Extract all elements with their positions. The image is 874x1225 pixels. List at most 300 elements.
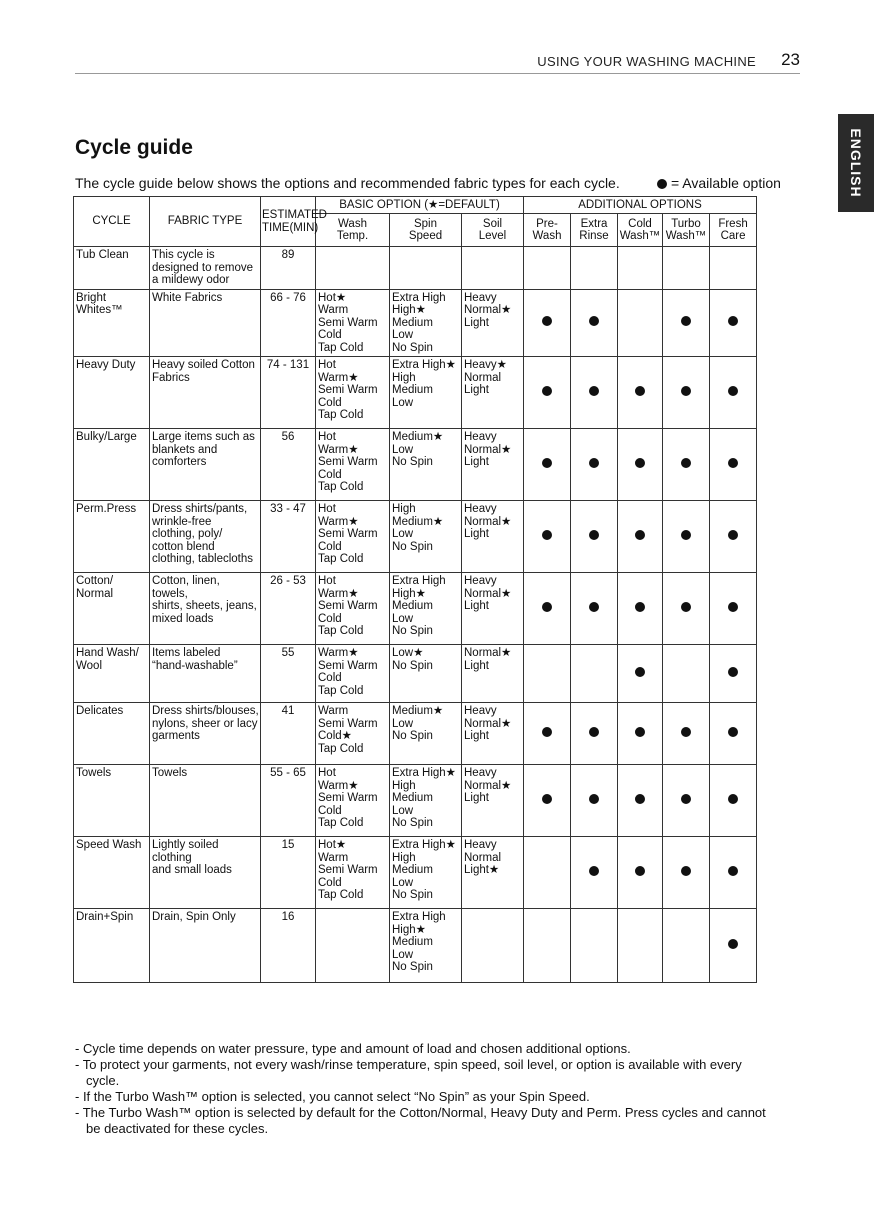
available-dot-icon	[728, 866, 738, 876]
cycle-cell	[74, 501, 150, 573]
available-dot-icon	[681, 866, 691, 876]
wash-temp-cell-line: Hot	[318, 575, 336, 587]
available-dot-icon	[589, 866, 599, 876]
fresh-care-cell	[710, 429, 757, 501]
soil-level-cell-line: Heavy★	[464, 359, 507, 371]
table-row	[74, 703, 757, 765]
wash-temp-cell	[316, 645, 390, 703]
turbo-wash-cell	[663, 289, 710, 357]
fabric-cell	[150, 289, 261, 357]
fabric-cell-line: Heavy soiled Cotton	[152, 359, 255, 371]
spin-speed-cell-line: High	[392, 503, 416, 515]
cold-wash-cell	[618, 501, 663, 573]
spin-speed-cell-line: High	[392, 779, 416, 792]
fabric-cell-line: White Fabrics	[152, 291, 223, 304]
time-cell: 55	[261, 645, 316, 703]
turbo-wash-cell	[663, 501, 710, 573]
wash-temp-cell	[316, 247, 390, 290]
spin-speed-cell	[390, 703, 462, 765]
spin-speed-cell-line: Medium	[392, 384, 433, 396]
cycle-cell-line: Hand Wash/	[76, 647, 139, 659]
extra-rinse-cell	[571, 909, 618, 983]
header-soil-level: Soil Level	[462, 214, 524, 247]
note: - If the Turbo Wash™ option is selected, you cannot select “No Spin” as your Spin Speed.	[75, 1089, 590, 1104]
available-dot-icon	[542, 386, 552, 396]
fabric-cell-line: clothing	[152, 851, 192, 864]
table-row	[74, 289, 757, 357]
extra-rinse-cell	[571, 429, 618, 501]
soil-level-cell	[462, 247, 524, 290]
language-tab	[838, 114, 874, 212]
wash-temp-cell-line: Warm★	[318, 647, 359, 659]
spin-speed-cell-line: Medium	[392, 600, 433, 612]
spin-speed-cell-line: Medium	[392, 936, 433, 948]
wash-temp-cell	[316, 429, 390, 501]
wash-temp-cell	[316, 909, 390, 983]
available-dot-icon	[589, 794, 599, 804]
fabric-cell	[150, 501, 261, 573]
cold-wash-cell	[618, 429, 663, 501]
soil-level-cell	[462, 501, 524, 573]
spin-speed-cell-line: Low	[392, 717, 414, 730]
extra-rinse-cell	[571, 837, 618, 909]
spin-speed-cell-line: Low	[392, 876, 414, 889]
spin-speed-cell	[390, 765, 462, 837]
wash-temp-cell-line: Tap Cold	[318, 742, 364, 755]
pre-wash-cell	[524, 837, 571, 909]
cycle-cell-line: Bulky/Large	[76, 431, 137, 443]
available-dot-icon	[589, 530, 599, 540]
wash-temp-cell-line: Warm★	[318, 515, 359, 528]
soil-level-cell	[462, 765, 524, 837]
fabric-cell-line: Dress shirts/blouses,	[152, 705, 259, 717]
header-pre-wash: Pre- Wash	[524, 214, 571, 247]
spin-speed-cell	[390, 645, 462, 703]
wash-temp-cell-line: Tap Cold	[318, 341, 364, 354]
wash-temp-cell	[316, 573, 390, 645]
wash-temp-cell-line: Semi Warm	[318, 717, 378, 730]
fabric-cell-line: Large items such as	[152, 431, 255, 443]
wash-temp-cell-line: Cold	[318, 329, 342, 341]
spin-speed-cell-line: Low	[392, 528, 414, 540]
spin-speed-cell-line: High★	[392, 923, 426, 936]
pre-wash-cell	[524, 645, 571, 703]
cycle-cell-line: Perm.Press	[76, 503, 137, 515]
wash-temp-cell	[316, 501, 390, 573]
wash-temp-cell	[316, 357, 390, 429]
wash-temp-cell-line: Tap Cold	[318, 817, 364, 829]
spin-speed-cell-line: No Spin	[392, 961, 433, 973]
spin-speed-cell-line: Medium	[392, 316, 433, 329]
wash-temp-cell-line: Cold	[318, 876, 342, 889]
notes	[75, 1041, 775, 1137]
available-dot-icon	[589, 602, 599, 612]
soil-level-cell-line: Normal★	[464, 587, 512, 600]
fabric-cell	[150, 247, 261, 290]
spin-speed-cell-line: No Spin	[392, 889, 433, 901]
wash-temp-cell-line: Hot★	[318, 291, 347, 304]
wash-temp-cell-line: Cold	[318, 468, 342, 481]
fabric-cell	[150, 645, 261, 703]
spin-speed-cell-line: Low	[392, 612, 414, 625]
fresh-care-cell	[710, 357, 757, 429]
available-dot-icon	[542, 316, 552, 326]
soil-level-cell-line: Light	[464, 528, 489, 540]
available-dot-icon	[728, 794, 738, 804]
spin-speed-cell	[390, 837, 462, 909]
fabric-cell-line: “hand-washable”	[152, 659, 238, 672]
pre-wash-cell	[524, 573, 571, 645]
time-cell: 89	[261, 247, 316, 290]
fabric-cell-line: comforters	[152, 456, 207, 468]
available-dot-icon	[728, 939, 738, 949]
spin-speed-cell-line: Low	[392, 804, 414, 817]
wash-temp-cell-line: Cold★	[318, 730, 352, 742]
extra-rinse-cell	[571, 573, 618, 645]
time-cell: 55 - 65	[261, 765, 316, 837]
fabric-cell-line: nylons, sheer or lacy	[152, 717, 258, 730]
turbo-wash-cell	[663, 909, 710, 983]
soil-level-cell-line: Normal	[464, 851, 502, 864]
extra-rinse-cell	[571, 247, 618, 290]
cycle-cell-line: Cotton/	[76, 575, 114, 587]
cycle-cell	[74, 837, 150, 909]
wash-temp-cell-line: Tap Cold	[318, 553, 364, 565]
fresh-care-cell	[710, 573, 757, 645]
fabric-cell-line: wrinkle-free	[152, 515, 212, 528]
extra-rinse-cell	[571, 765, 618, 837]
spin-speed-cell-line: High	[392, 851, 416, 864]
cycle-cell	[74, 645, 150, 703]
extra-rinse-cell	[571, 703, 618, 765]
pre-wash-cell	[524, 247, 571, 290]
wash-temp-cell-line: Hot	[318, 431, 336, 443]
spin-speed-cell-line: Low	[392, 329, 414, 341]
turbo-wash-cell	[663, 765, 710, 837]
soil-level-cell-line: Heavy	[464, 575, 497, 587]
soil-level-cell-line: Normal★	[464, 647, 512, 659]
turbo-wash-cell	[663, 573, 710, 645]
spin-speed-cell	[390, 501, 462, 573]
wash-temp-cell-line: Semi Warm	[318, 456, 378, 468]
table-row	[74, 501, 757, 573]
wash-temp-cell-line: Warm	[318, 705, 349, 717]
soil-level-cell-line: Normal★	[464, 779, 512, 792]
fabric-cell-line: Lightly soiled	[152, 839, 219, 851]
spin-speed-cell-line: Extra High	[392, 291, 446, 304]
fabric-cell-line: Dress shirts/pants,	[152, 503, 248, 515]
wash-temp-cell-line: Cold	[318, 612, 342, 625]
available-dot-icon	[635, 458, 645, 468]
wash-temp-cell	[316, 837, 390, 909]
language-tab-label: ENGLISH	[848, 128, 864, 198]
header-wash-temp: Wash Temp.	[316, 214, 390, 247]
soil-level-cell-line: Heavy	[464, 291, 497, 304]
available-dot-icon	[728, 386, 738, 396]
spin-speed-cell-line: No Spin	[392, 730, 433, 742]
available-dot-icon	[589, 458, 599, 468]
soil-level-cell	[462, 357, 524, 429]
spin-speed-cell-line: High	[392, 371, 416, 384]
soil-level-cell-line: Normal★	[464, 515, 512, 528]
cycle-cell-line: Delicates	[76, 705, 124, 717]
spin-speed-cell-line: Medium★	[392, 705, 444, 717]
soil-level-cell-line: Light	[464, 792, 489, 804]
wash-temp-cell	[316, 765, 390, 837]
header-additional-options: ADDITIONAL OPTIONS	[524, 197, 757, 214]
available-dot-icon	[728, 530, 738, 540]
soil-level-cell-line: Normal★	[464, 304, 512, 316]
available-dot-icon	[542, 530, 552, 540]
wash-temp-cell-line: Tap Cold	[318, 889, 364, 901]
wash-temp-cell-line: Hot	[318, 503, 336, 515]
cycle-rows	[74, 247, 757, 983]
available-dot-icon	[542, 602, 552, 612]
header-fresh-care: Fresh Care	[710, 214, 757, 247]
cold-wash-cell	[618, 765, 663, 837]
soil-level-cell	[462, 429, 524, 501]
fabric-cell-line: mixed loads	[152, 612, 214, 625]
fresh-care-cell	[710, 837, 757, 909]
available-dot-icon	[542, 458, 552, 468]
soil-level-cell-line: Light	[464, 456, 489, 468]
spin-speed-cell-line: Extra High	[392, 575, 446, 587]
wash-temp-cell-line: Semi Warm	[318, 792, 378, 804]
table-row	[74, 765, 757, 837]
soil-level-cell-line: Heavy	[464, 503, 497, 515]
fabric-cell-line: Cotton, linen,	[152, 575, 220, 587]
available-dot-icon	[635, 530, 645, 540]
table-row	[74, 909, 757, 983]
cold-wash-cell	[618, 645, 663, 703]
cycle-cell-line: Tub Clean	[76, 249, 129, 261]
fabric-cell-line: and small loads	[152, 864, 232, 876]
turbo-wash-cell	[663, 837, 710, 909]
table-row	[74, 837, 757, 909]
cycle-cell	[74, 357, 150, 429]
available-dot-icon	[589, 316, 599, 326]
page-title: Cycle guide	[75, 136, 193, 159]
soil-level-cell-line: Light	[464, 316, 489, 329]
soil-level-cell-line: Heavy	[464, 839, 497, 851]
available-dot-icon	[542, 727, 552, 737]
cycle-cell-line: Towels	[76, 767, 112, 779]
extra-rinse-cell	[571, 357, 618, 429]
cycle-cell	[74, 289, 150, 357]
available-dot-icon	[681, 602, 691, 612]
spin-speed-cell	[390, 357, 462, 429]
soil-level-cell-line: Heavy	[464, 705, 497, 717]
wash-temp-cell-line: Cold	[318, 396, 342, 409]
fabric-cell	[150, 703, 261, 765]
spin-speed-cell-line: High★	[392, 587, 426, 600]
soil-level-cell	[462, 645, 524, 703]
spin-speed-cell	[390, 909, 462, 983]
wash-temp-cell-line: Warm★	[318, 443, 359, 456]
time-cell: 26 - 53	[261, 573, 316, 645]
cold-wash-cell	[618, 289, 663, 357]
time-cell: 74 - 131	[261, 357, 316, 429]
turbo-wash-cell	[663, 645, 710, 703]
fresh-care-cell	[710, 289, 757, 357]
wash-temp-cell-line: Hot	[318, 767, 336, 779]
time-cell: 16	[261, 909, 316, 983]
cycle-guide-table	[73, 196, 757, 983]
wash-temp-cell-line: Tap Cold	[318, 684, 364, 697]
spin-speed-cell-line: No Spin	[392, 817, 433, 829]
wash-temp-cell-line: Hot	[318, 359, 336, 371]
cycle-cell	[74, 429, 150, 501]
fabric-cell-line: cotton blend	[152, 540, 215, 553]
time-cell: 41	[261, 703, 316, 765]
fabric-cell-line: This cycle is	[152, 249, 215, 261]
available-dot-icon	[681, 458, 691, 468]
header-basic-option: BASIC OPTION (★=DEFAULT)	[316, 197, 524, 214]
available-dot-icon	[635, 794, 645, 804]
pre-wash-cell	[524, 501, 571, 573]
available-dot-icon	[681, 530, 691, 540]
section-title: USING YOUR WASHING MACHINE	[537, 54, 756, 69]
pre-wash-cell	[524, 357, 571, 429]
pre-wash-cell	[524, 765, 571, 837]
spin-speed-cell	[390, 247, 462, 290]
available-dot-icon	[728, 667, 738, 677]
wash-temp-cell	[316, 703, 390, 765]
wash-temp-cell-line: Tap Cold	[318, 409, 364, 421]
soil-level-cell	[462, 703, 524, 765]
available-dot-icon	[681, 386, 691, 396]
soil-level-cell	[462, 289, 524, 357]
spin-speed-cell-line: No Spin	[392, 659, 433, 672]
spin-speed-cell-line: Extra High	[392, 911, 446, 923]
pre-wash-cell	[524, 289, 571, 357]
spin-speed-cell-line: Extra High★	[392, 767, 456, 779]
table-row	[74, 247, 757, 290]
time-cell: 15	[261, 837, 316, 909]
fabric-cell	[150, 909, 261, 983]
wash-temp-cell-line: Warm	[318, 304, 349, 316]
spin-speed-cell-line: Medium	[392, 864, 433, 876]
fresh-care-cell	[710, 645, 757, 703]
available-dot-icon	[589, 386, 599, 396]
cycle-cell-line: Wool	[76, 659, 102, 672]
available-dot-icon	[635, 667, 645, 677]
fresh-care-cell	[710, 909, 757, 983]
cycle-cell-line: Drain+Spin	[76, 911, 134, 923]
cold-wash-cell	[618, 573, 663, 645]
available-dot-icon	[728, 727, 738, 737]
fabric-cell-line: clothing, poly/	[152, 528, 223, 540]
soil-level-cell-line: Light	[464, 600, 489, 612]
running-header	[75, 52, 800, 72]
spin-speed-cell-line: Low★	[392, 647, 424, 659]
spin-speed-cell-line: No Spin	[392, 341, 433, 354]
extra-rinse-cell	[571, 289, 618, 357]
legend	[657, 175, 781, 191]
soil-level-cell-line: Normal★	[464, 443, 512, 456]
soil-level-cell	[462, 909, 524, 983]
available-dot-icon	[589, 727, 599, 737]
fresh-care-cell	[710, 703, 757, 765]
available-dot-icon	[681, 794, 691, 804]
turbo-wash-cell	[663, 247, 710, 290]
wash-temp-cell-line: Warm	[318, 851, 349, 864]
spin-speed-cell-line: Medium★	[392, 431, 444, 443]
spin-speed-cell-line: Medium	[392, 792, 433, 804]
wash-temp-cell-line: Semi Warm	[318, 528, 378, 540]
fabric-cell	[150, 837, 261, 909]
pre-wash-cell	[524, 703, 571, 765]
wash-temp-cell-line: Hot★	[318, 839, 347, 851]
fabric-cell-line: towels,	[152, 587, 188, 600]
cycle-cell-line: Heavy Duty	[76, 359, 136, 371]
available-dot-icon	[728, 602, 738, 612]
fabric-cell-line: Drain, Spin Only	[152, 911, 236, 923]
spin-speed-cell-line: Extra High★	[392, 359, 456, 371]
cycle-cell	[74, 573, 150, 645]
wash-temp-cell-line: Tap Cold	[318, 625, 364, 637]
fabric-cell-line: shirts, sheets, jeans,	[152, 600, 257, 612]
spin-speed-cell-line: No Spin	[392, 456, 433, 468]
cycle-cell	[74, 909, 150, 983]
cycle-cell-line: Speed Wash	[76, 839, 142, 851]
spin-speed-cell-line: High★	[392, 304, 426, 316]
cold-wash-cell	[618, 703, 663, 765]
soil-level-cell	[462, 573, 524, 645]
spin-speed-cell-line: Low	[392, 443, 414, 456]
page-number: 23	[781, 50, 800, 69]
intro-text: The cycle guide below shows the options and recommended fabric types for each cycle.	[75, 175, 620, 191]
soil-level-cell-line: Light★	[464, 864, 500, 876]
available-dot-icon	[542, 794, 552, 804]
spin-speed-cell-line: Extra High★	[392, 839, 456, 851]
cold-wash-cell	[618, 837, 663, 909]
table-row	[74, 573, 757, 645]
fresh-care-cell	[710, 765, 757, 837]
spin-speed-cell-line: Low	[392, 948, 414, 961]
available-dot-icon	[635, 866, 645, 876]
fabric-cell-line: Items labeled	[152, 647, 221, 659]
turbo-wash-cell	[663, 357, 710, 429]
header-spin-speed: Spin Speed	[390, 214, 462, 247]
spin-speed-cell	[390, 573, 462, 645]
wash-temp-cell-line: Cold	[318, 540, 342, 553]
fabric-cell	[150, 573, 261, 645]
extra-rinse-cell	[571, 501, 618, 573]
legend-text: = Available option	[671, 175, 781, 191]
soil-level-cell-line: Heavy	[464, 767, 497, 779]
available-dot-icon	[681, 727, 691, 737]
available-dot-icon	[728, 316, 738, 326]
time-cell: 66 - 76	[261, 289, 316, 357]
table-row	[74, 645, 757, 703]
fabric-cell-line: Towels	[152, 767, 188, 779]
cycle-cell	[74, 703, 150, 765]
header-cycle: CYCLE	[74, 197, 150, 247]
spin-speed-cell	[390, 429, 462, 501]
available-dot-icon	[635, 727, 645, 737]
fabric-cell-line: Fabrics	[152, 371, 190, 384]
fabric-cell-line: a mildewy odor	[152, 274, 230, 286]
fabric-cell	[150, 429, 261, 501]
wash-temp-cell-line: Cold	[318, 672, 342, 684]
fresh-care-cell	[710, 247, 757, 290]
header-rule	[75, 73, 800, 74]
cycle-cell	[74, 765, 150, 837]
turbo-wash-cell	[663, 429, 710, 501]
wash-temp-cell-line: Warm★	[318, 371, 359, 384]
spin-speed-cell-line: Low	[392, 396, 414, 409]
